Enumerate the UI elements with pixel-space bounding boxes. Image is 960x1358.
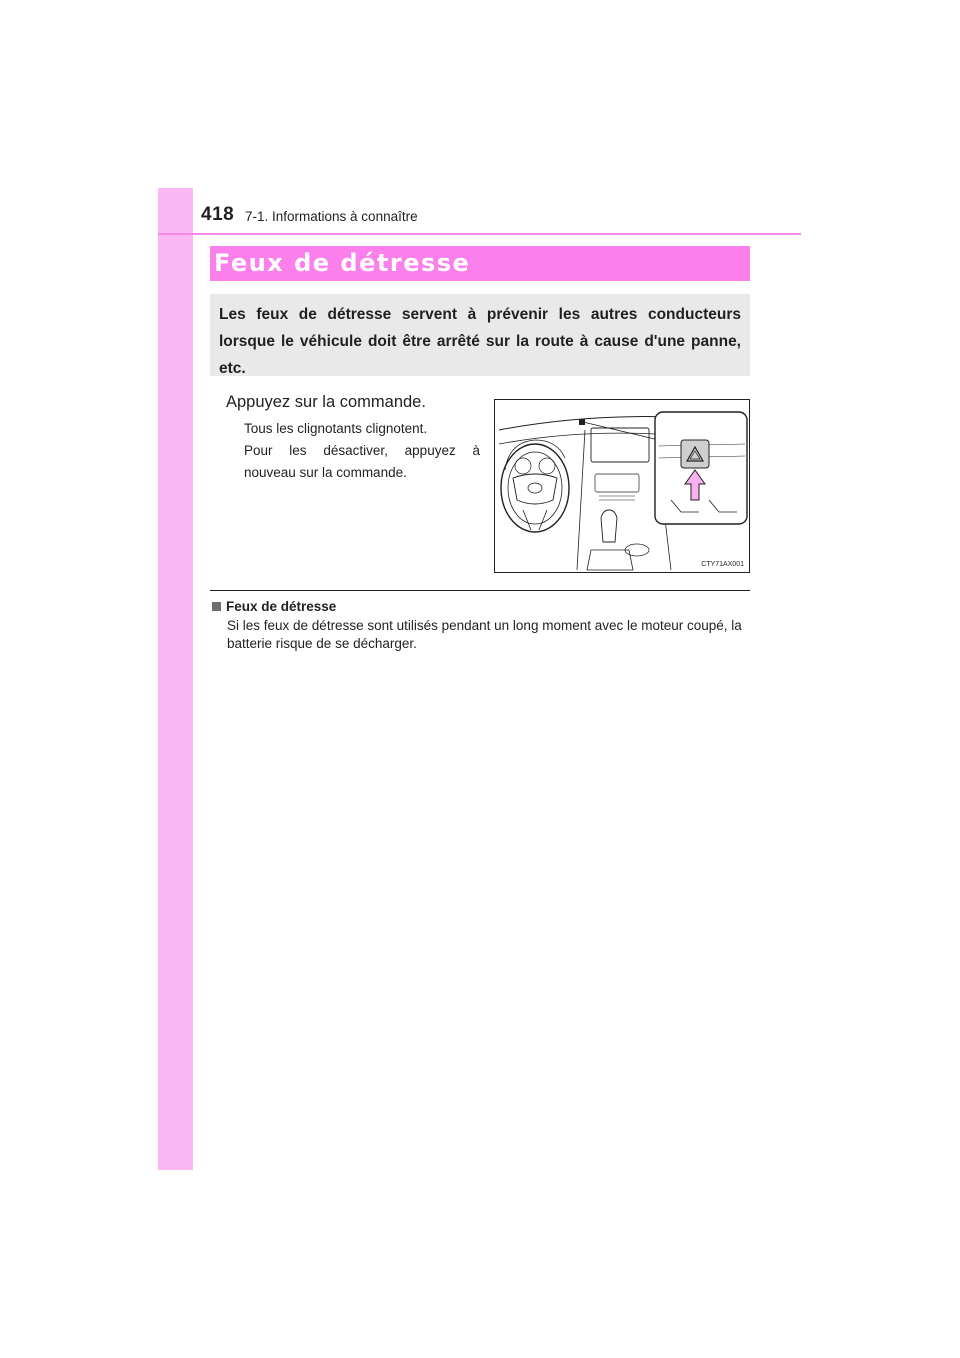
hazard-switch-location — [579, 419, 585, 425]
header-divider — [158, 233, 801, 235]
square-bullet-icon — [212, 602, 221, 611]
note-heading — [212, 599, 336, 614]
detail-line: Pour les désactiver, appuyez à nouveau sur la commande. — [244, 443, 480, 480]
section-breadcrumb: 7-1. Informations à connaître — [245, 209, 418, 224]
note-divider — [210, 590, 750, 591]
instruction-details — [244, 418, 480, 484]
title-bar — [210, 246, 750, 281]
note-heading-text: Feux de détresse — [226, 599, 337, 614]
intro-box — [210, 294, 750, 376]
figure-code: CTY71AX001 — [701, 561, 744, 568]
page-number: 418 — [201, 204, 235, 225]
gear-shift-icon — [587, 510, 649, 570]
page-title: Feux de détresse — [214, 249, 471, 277]
climate-panel — [595, 474, 639, 492]
dashboard-outline — [499, 433, 655, 444]
detail-line: Tous les clignotants clignotent. — [244, 421, 428, 436]
dashboard-illustration — [494, 399, 750, 573]
instruction-text: Appuyez sur la commande. — [226, 393, 426, 411]
hazard-switch-icon — [681, 440, 709, 468]
intro-text: Les feux de détresse servent à prévenir les autres conducteurs lorsque le véhicule doit être arrêté sur la route à cause d'une panne, etc. — [219, 306, 741, 377]
note-body: Si les feux de détresse sont utilisés pendant un long moment avec le moteur coupé, la batterie risque de se décharger. — [227, 618, 742, 651]
steering-wheel-icon — [501, 444, 569, 532]
side-band — [158, 188, 193, 1170]
